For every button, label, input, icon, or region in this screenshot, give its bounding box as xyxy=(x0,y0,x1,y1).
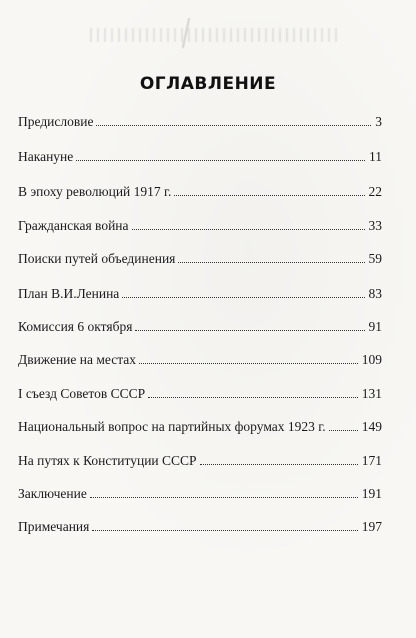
toc-entry-page: 191 xyxy=(361,486,382,501)
toc-entry xyxy=(18,482,382,502)
toc-entry xyxy=(18,382,382,402)
toc-entry xyxy=(18,247,382,267)
dot-leader xyxy=(122,297,364,298)
toc-entry-page: 171 xyxy=(361,453,382,468)
toc-entry-label: Предисловие xyxy=(18,114,94,129)
toc-entry xyxy=(18,110,382,130)
toc-entry-label: План В.И.Ленина xyxy=(18,286,120,301)
toc-entry xyxy=(18,415,382,435)
toc-entry-label: Движение на местах xyxy=(18,352,137,367)
toc-entry-label: I съезд Советов СССР xyxy=(18,386,146,401)
toc-entry-label: Поиски путей объединения xyxy=(18,251,176,266)
toc-entry-label: На путях к Конституции СССР xyxy=(18,453,197,468)
dot-leader xyxy=(139,363,358,364)
toc-entry-page: 149 xyxy=(361,419,382,434)
page-title: ОГЛАВЛЕНИЕ xyxy=(139,74,277,94)
dot-leader xyxy=(96,125,371,126)
dot-leader xyxy=(200,464,358,465)
toc-entry-page: 197 xyxy=(361,519,382,534)
dot-leader xyxy=(329,430,358,431)
toc-entry-page: 22 xyxy=(368,184,382,199)
toc-entry-page: 11 xyxy=(369,149,382,164)
toc-entry-page: 83 xyxy=(368,286,382,301)
toc-entry-label: Заключение xyxy=(18,486,87,501)
toc-entry xyxy=(18,282,382,302)
show-through-mark xyxy=(182,18,204,48)
toc-entry-label: Комиссия 6 октября xyxy=(18,319,133,334)
dot-leader xyxy=(92,530,357,531)
toc-entry xyxy=(18,315,382,335)
toc-entry-label: Гражданская война xyxy=(18,218,129,233)
dot-leader xyxy=(135,330,364,331)
toc-entry xyxy=(18,145,382,165)
toc-entry-label: Примечания xyxy=(18,519,90,534)
toc-entry-page: 91 xyxy=(368,319,382,334)
toc-entry-label: Накануне xyxy=(18,149,74,164)
dot-leader xyxy=(132,229,365,230)
toc-entry-page: 3 xyxy=(375,114,382,129)
toc-entry-label: В эпоху революций 1917 г. xyxy=(18,184,172,199)
dot-leader xyxy=(90,497,358,498)
dot-leader xyxy=(148,397,358,398)
toc-entry-page: 33 xyxy=(368,218,382,233)
toc-entry xyxy=(18,515,382,535)
toc-entry-page: 131 xyxy=(361,386,382,401)
dot-leader xyxy=(178,262,364,263)
dot-leader xyxy=(174,195,364,196)
toc-entry-page: 109 xyxy=(361,352,382,367)
toc-entry xyxy=(18,214,382,234)
toc-entry-label: Национальный вопрос на партийных форумах 1923 г. xyxy=(18,419,326,434)
show-through-text xyxy=(90,28,340,42)
toc-entry xyxy=(18,180,382,200)
toc-entry xyxy=(18,348,382,368)
toc-entry xyxy=(18,449,382,469)
dot-leader xyxy=(76,160,365,161)
toc-entry-page: 59 xyxy=(368,251,382,266)
